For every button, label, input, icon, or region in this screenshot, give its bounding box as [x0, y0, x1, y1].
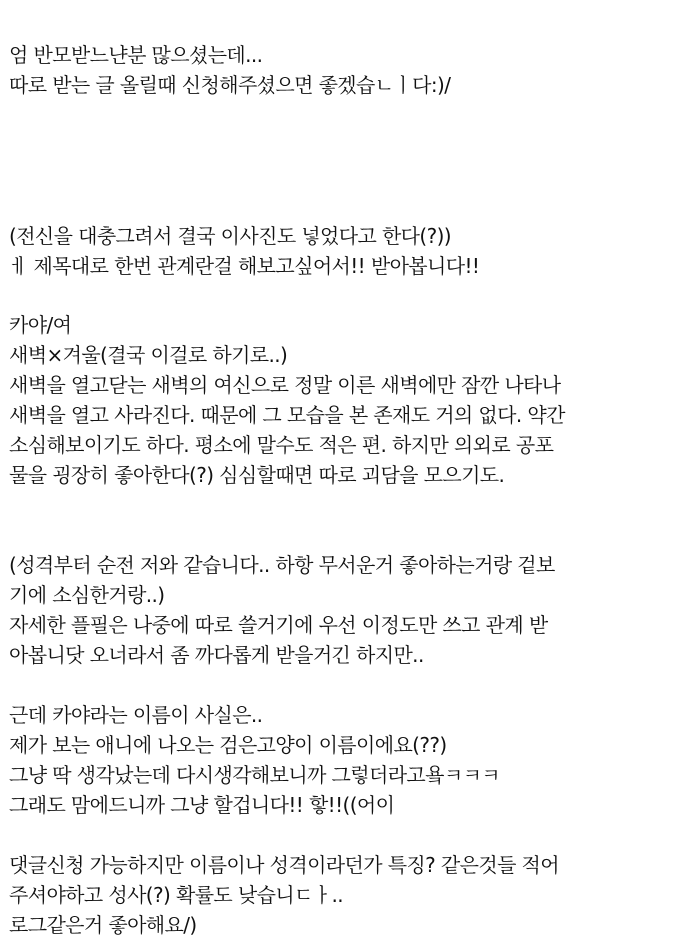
text-line-1: 엄 반모받느냔분 많으셨는데...: [9, 43, 263, 67]
text-line-11: (성격부터 순전 저와 같습니다.. 하항 무서운거 좋아하는거랑 겉보: [9, 553, 555, 577]
text-line-9: 소심해보이기도 하다. 평소에 말수도 적은 편. 하지만 의외로 공포: [9, 433, 554, 457]
text-line-20: 주셔야하고 성사(?) 확률도 낮습니ㄷㅏ..: [9, 883, 344, 907]
text-line-21: 로그같은거 좋아해요/): [9, 913, 197, 937]
text-line-14: 아봅니닷 오너라서 좀 까다롭게 받을거긴 하지만..: [9, 643, 424, 667]
text-line-6: 새벽×겨울(결국 이걸로 하기로..): [9, 343, 288, 367]
text-line-2: 따로 받는 글 올릴때 신청해주셨으면 좋겠습ㄴㅣ다:)/: [9, 73, 451, 97]
text-line-17: 그냥 딱 생각났는데 다시생각해보니까 그렇더라고욬ㅋㅋㅋ: [9, 763, 501, 787]
text-line-16: 제가 보는 애니에 나오는 검은고양이 이름이에요(??): [9, 733, 447, 757]
text-line-3: (전신을 대충그려서 결국 이사진도 넣었다고 한다(?)): [9, 224, 452, 248]
text-line-5: 카야/여: [9, 313, 72, 337]
text-line-15: 근데 카야라는 이름이 사실은..: [9, 703, 263, 727]
text-line-10: 물을 굉장히 좋아한다(?) 심심할때면 따로 괴담을 모으기도.: [9, 463, 505, 487]
text-line-13: 자세한 플필은 나중에 따로 쓸거기에 우선 이정도만 쓰고 관계 받: [9, 613, 548, 637]
text-line-7: 새벽을 열고닫는 새벽의 여신으로 정말 이른 새벽에만 잠깐 나타나: [9, 373, 561, 397]
text-line-19: 댓글신청 가능하지만 이름이나 성격이라던가 특징? 같은것들 적어: [9, 853, 559, 877]
text-line-18: 그래도 맘에드니까 그냥 할겁니다!! 핳!!((어이: [9, 793, 395, 817]
text-line-8: 새벽을 열고 사라진다. 때문에 그 모습을 본 존재도 거의 없다. 약간: [9, 403, 565, 427]
text-line-12: 기에 소심한거랑..): [9, 583, 165, 607]
text-line-4: ㅔ 제목대로 한번 관계란걸 해보고싶어서!! 받아봅니다!!: [9, 254, 480, 278]
